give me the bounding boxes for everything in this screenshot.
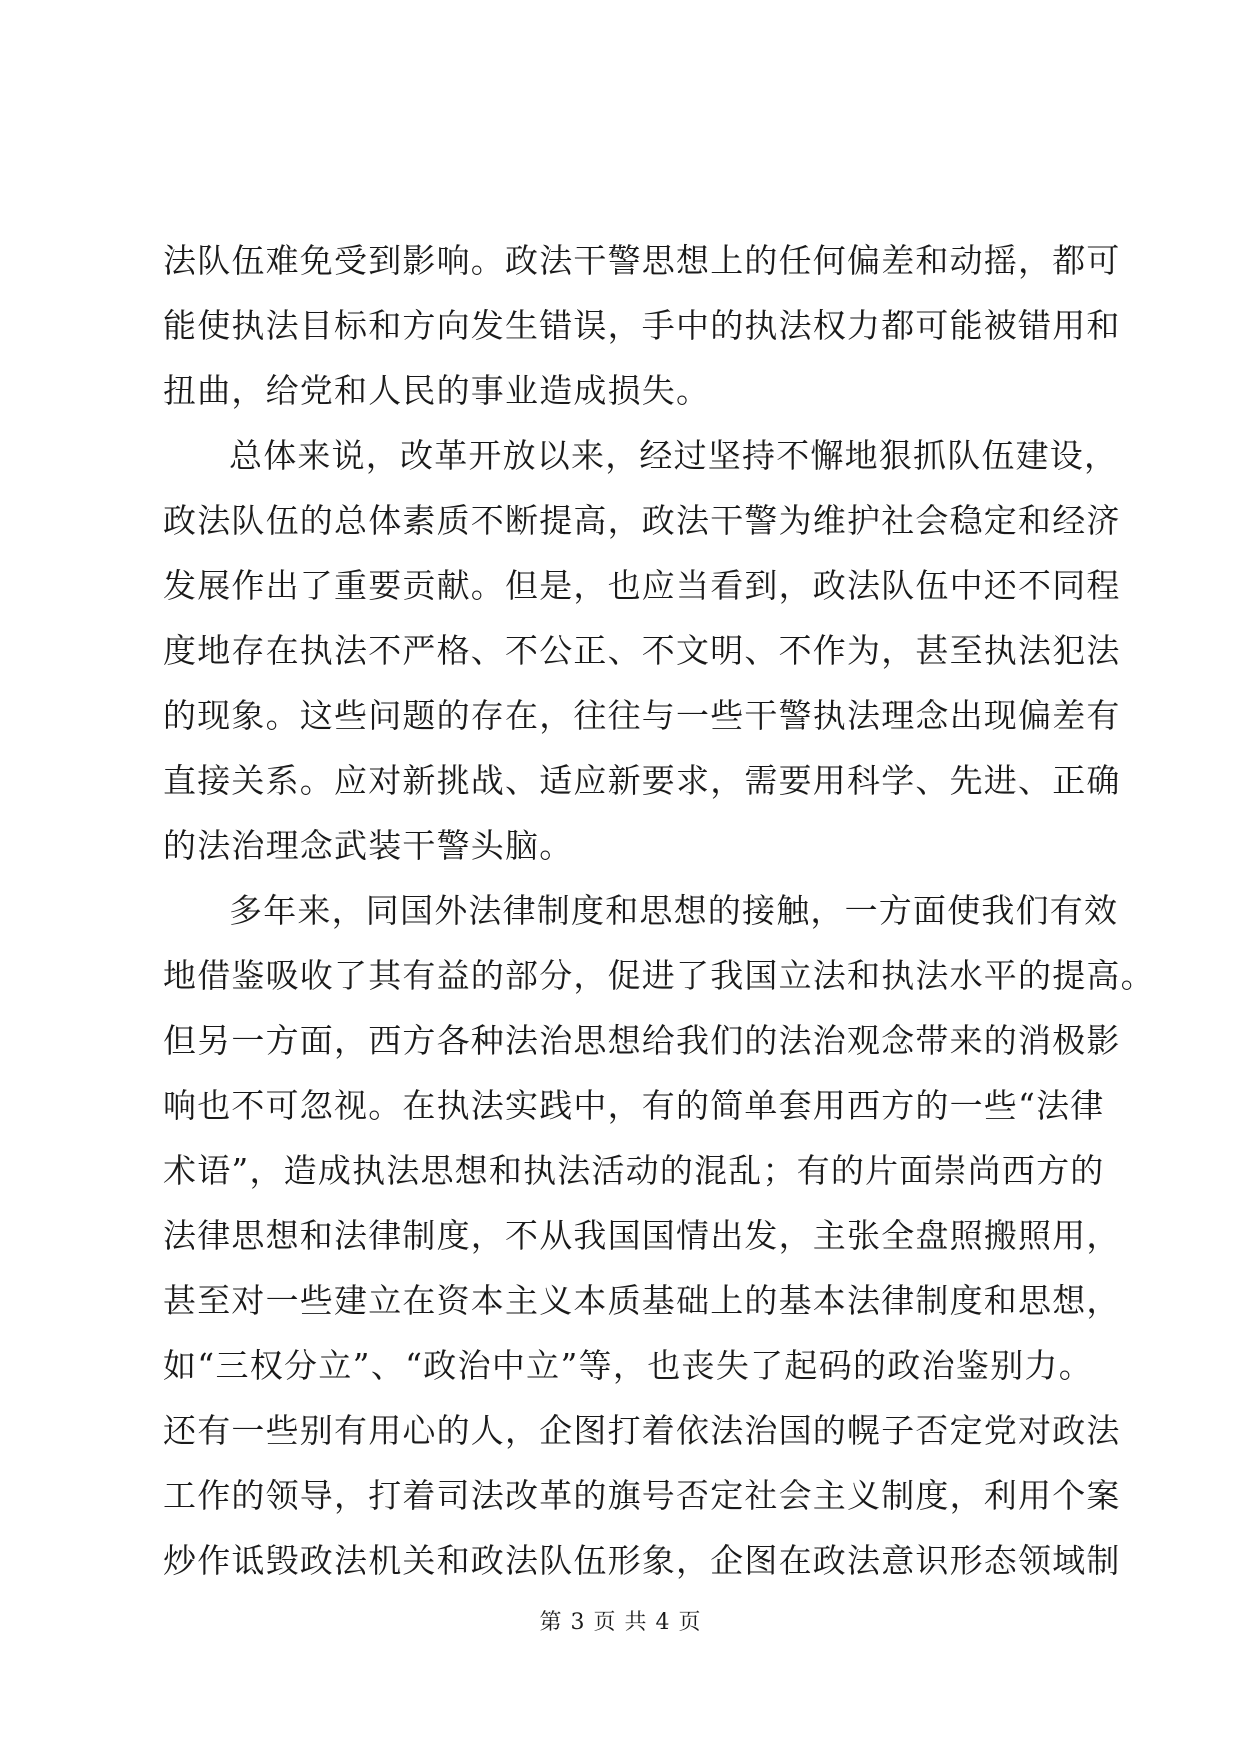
text-line: 地借鉴吸收了其有益的部分，促进了我国立法和执法水平的提高。 <box>163 956 1155 995</box>
text-line: 法律思想和法律制度，不从我国国情出发，主张全盘照搬照用， <box>163 1216 1121 1255</box>
text-line: 炒作诋毁政法机关和政法队伍形象，企图在政法意识形态领域制 <box>163 1541 1121 1580</box>
paragraph-first-line: 总体来说，改革开放以来，经过坚持不懈地狠抓队伍建设， <box>229 436 1119 475</box>
text-line: 如“三权分立”、“政治中立”等，也丧失了起码的政治鉴别力。 <box>163 1346 1093 1385</box>
text-line: 能使执法目标和方向发生错误，手中的执法权力都可能被错用和 <box>163 306 1121 345</box>
text-line: 响也不可忽视。在执法实践中，有的简单套用西方的一些“法律 <box>163 1086 1105 1125</box>
text-line: 发展作出了重要贡献。但是，也应当看到，政法队伍中还不同程 <box>163 566 1121 605</box>
text-line: 度地存在执法不严格、不公正、不文明、不作为，甚至执法犯法 <box>163 631 1121 670</box>
text-line: 直接关系。应对新挑战、适应新要求，需要用科学、先进、正确 <box>163 761 1121 800</box>
text-line: 政法队伍的总体素质不断提高，政法干警为维护社会稳定和经济 <box>163 501 1121 540</box>
text-line: 的法治理念武装干警头脑。 <box>163 826 574 865</box>
text-line: 扭曲，给党和人民的事业造成损失。 <box>163 371 711 410</box>
page-footer: 第 3 页 共 4 页 <box>539 1610 702 1635</box>
text-line: 还有一些别有用心的人，企图打着依法治国的幌子否定党对政法 <box>163 1411 1121 1450</box>
text-line: 甚至对一些建立在资本主义本质基础上的基本法律制度和思想， <box>163 1281 1121 1320</box>
text-line: 工作的领导，打着司法改革的旗号否定社会主义制度，利用个案 <box>163 1476 1121 1515</box>
paragraph-first-line: 多年来，同国外法律制度和思想的接触，一方面使我们有效 <box>229 891 1119 930</box>
text-line: 的现象。这些问题的存在，往往与一些干警执法理念出现偏差有 <box>163 696 1121 735</box>
text-line: 术语”，造成执法思想和执法活动的混乱；有的片面崇尚西方的 <box>163 1151 1105 1190</box>
text-line: 但另一方面，西方各种法治思想给我们的法治观念带来的消极影 <box>163 1021 1121 1060</box>
body-text <box>163 228 1155 1593</box>
text-line: 法队伍难免受到影响。政法干警思想上的任何偏差和动摇，都可 <box>163 241 1121 280</box>
